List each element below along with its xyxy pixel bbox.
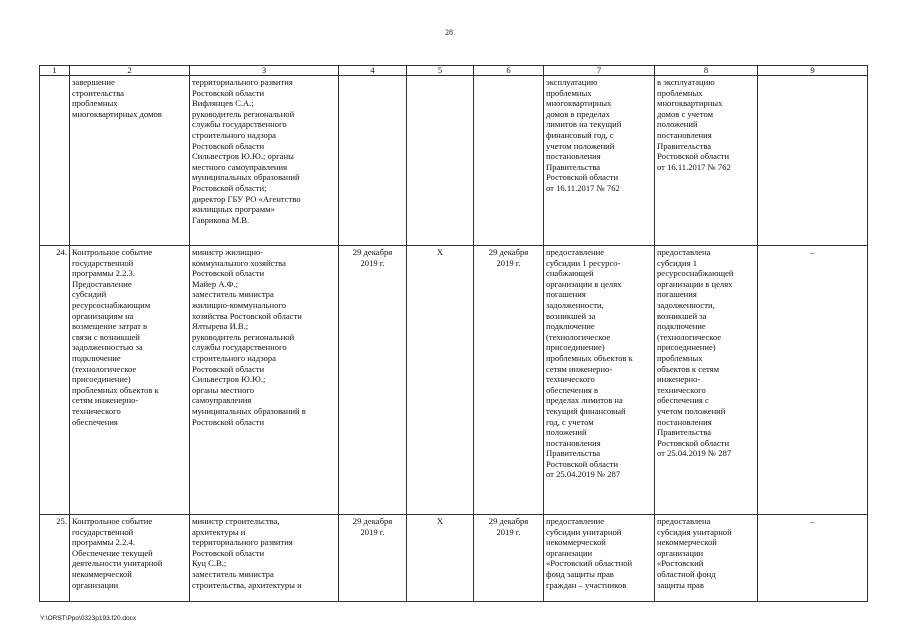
cell-text-line: задолженности, xyxy=(546,299,604,310)
cell-text-line: постановления xyxy=(546,437,601,448)
plan-date-cell xyxy=(339,76,407,246)
cell-text-line: заместитель министра xyxy=(192,289,274,300)
cell-text-line: 2019 г. xyxy=(360,257,385,268)
cell-text-line: территориального развития xyxy=(192,77,293,87)
cell-text-line: хозяйства Ростовской области xyxy=(192,310,302,321)
footer-file-path: Y:\ORST\Ppo\0323p193.f20.docx xyxy=(40,615,137,622)
cell-text-line: постановления xyxy=(657,416,712,427)
cell-text-line: субсидия унитарной xyxy=(657,526,732,537)
cell-text-line: заместитель министра xyxy=(192,568,274,579)
fact-date-cell xyxy=(474,76,544,246)
cell-text-line: Сильвестров Ю.Ю.; xyxy=(192,374,266,385)
cell-text-line: подключение xyxy=(657,321,706,332)
cell-text-line: Ростовской области xyxy=(192,363,265,374)
planned-result-cell xyxy=(544,76,655,246)
cell-text-line: 29 декабря xyxy=(352,247,393,257)
cell-text-line: задолженностью за xyxy=(72,342,143,353)
cell-text-line: муниципальных образований xyxy=(192,172,300,183)
cell-text-line: руководитель региональной xyxy=(192,331,295,342)
header-cell: 1 xyxy=(40,66,70,76)
cell-text-line: год, с учетом xyxy=(546,416,594,427)
table-row xyxy=(40,246,868,515)
x-cell xyxy=(407,76,474,246)
cell-text-line: жилищных программ» xyxy=(192,204,275,215)
cell-text-line: службы государственного xyxy=(192,119,287,130)
cell-text-line: 2019 г. xyxy=(496,526,521,537)
cell-text-line: 2019 г. xyxy=(360,526,385,537)
fact-date-cell xyxy=(474,246,544,515)
plan-date-cell xyxy=(339,246,407,515)
x-cell: X xyxy=(407,515,474,602)
event-name-cell xyxy=(70,246,190,515)
cell-text-line: защиты прав xyxy=(657,579,704,590)
cell-text-line: коммунального хозяйства xyxy=(192,257,286,268)
cell-text-line: Вифлянцев С.А.; xyxy=(192,98,254,109)
event-name-cell xyxy=(70,515,190,602)
cell-text-line: (технологическое xyxy=(72,363,137,374)
cell-text-line: Ростовской области xyxy=(192,268,265,279)
cell-text-line: эксплуатацию xyxy=(546,77,598,87)
cell-text-line: Правительства xyxy=(657,140,712,151)
cell-text-line: Ростовской области xyxy=(546,458,619,469)
notes-cell: – xyxy=(758,515,868,602)
planned-result-cell xyxy=(544,246,655,515)
table-row xyxy=(40,515,868,602)
cell-text-line: многоквартирных xyxy=(657,98,723,109)
cell-text-line: государственной xyxy=(72,257,134,268)
cell-text-line: возмещение затрат в xyxy=(72,321,148,332)
cell-text-line: субсидии 1 ресурсо- xyxy=(546,257,621,268)
cell-text-line: обеспечения с xyxy=(657,395,709,406)
cell-text-line: предоставлена xyxy=(657,247,711,257)
cell-text-line: Ростовской области xyxy=(192,547,265,558)
cell-text-line: программы 2.2.3. xyxy=(72,268,135,279)
cell-text-line: проблемных объектов к xyxy=(72,384,159,395)
cell-text-line: 29 декабря xyxy=(488,247,529,257)
actual-result-cell xyxy=(655,246,758,515)
cell-text-line: многоквартирных xyxy=(546,98,612,109)
cell-text-line: министр жилищно- xyxy=(192,247,264,257)
row-number-cell: 24. xyxy=(40,246,70,515)
header-cell: 7 xyxy=(544,66,655,76)
header-cell: 4 xyxy=(339,66,407,76)
cell-text-line: пределах лимитов на xyxy=(546,395,623,406)
event-name-cell xyxy=(70,76,190,246)
cell-text-line: присоединение) xyxy=(72,374,131,385)
cell-text-line: организации xyxy=(657,547,704,558)
page-number: 28 xyxy=(445,28,453,37)
cell-text-line: территориального развития xyxy=(192,537,293,548)
cell-text-line: жилищно-коммунального xyxy=(192,299,287,310)
cell-text-line: присоединение) xyxy=(546,342,605,353)
fact-date-cell xyxy=(474,515,544,602)
header-cell: 2 xyxy=(70,66,190,76)
cell-text-line: Правительства xyxy=(546,448,601,459)
cell-text-line: некоммерческой xyxy=(657,537,717,548)
cell-text-line: проблемных xyxy=(546,87,592,98)
cell-text-line: Ростовской области xyxy=(192,140,265,151)
header-row xyxy=(40,66,868,76)
cell-text-line: 2019 г. xyxy=(496,257,521,268)
cell-text-line: строительства, архитектуры и xyxy=(192,579,302,590)
cell-text-line: объектов к сетям xyxy=(657,363,720,374)
cell-text-line: Куц С.В.; xyxy=(192,558,227,569)
cell-text-line: технического xyxy=(657,384,706,395)
cell-text-line: домов в пределах xyxy=(546,108,610,119)
responsible-cell xyxy=(190,515,339,602)
cell-text-line: снабжающей xyxy=(546,268,594,279)
cell-text-line: Ростовской области xyxy=(657,151,730,162)
cell-text-line: государственной xyxy=(72,526,134,537)
cell-text-line: Гаврикова М.В. xyxy=(192,214,250,225)
cell-text-line: предоставление xyxy=(546,516,605,526)
cell-text-line: в эксплуатацию xyxy=(657,77,715,87)
header-cell: 3 xyxy=(190,66,339,76)
cell-text-line: организации xyxy=(546,547,593,558)
cell-text-line: министр строительства, xyxy=(192,516,280,526)
cell-text-line: Обеспечение текущей xyxy=(72,547,153,558)
cell-text-line: граждан – участников xyxy=(546,579,627,590)
cell-text-line: Сильвестров Ю.Ю.; органы xyxy=(192,151,294,162)
header-cell: 9 xyxy=(758,66,868,76)
cell-text-line: (технологическое xyxy=(657,331,722,342)
cell-text-line: от 25.04.2019 № 287 xyxy=(546,469,621,480)
cell-text-line: возникшей за xyxy=(546,310,596,321)
responsible-cell xyxy=(190,246,339,515)
cell-text-line: субсидия 1 xyxy=(657,257,698,268)
cell-text-line: местного самоуправления xyxy=(192,161,288,172)
cell-text-line: организации в целях xyxy=(546,278,622,289)
cell-text-line: технического xyxy=(546,374,595,385)
cell-text-line: текущий финансовый xyxy=(546,405,626,416)
cell-text-line: от 16.11.2017 № 762 xyxy=(657,161,731,172)
cell-text-line: подключение xyxy=(546,321,595,332)
cell-text-line: положений xyxy=(657,119,698,130)
cell-text-line: программы 2.2.4. xyxy=(72,537,135,548)
cell-text-line: от 16.11.2017 № 762 xyxy=(546,182,620,193)
cell-text-line: Ростовской области xyxy=(657,437,730,448)
cell-text-line: «Ростовский областной xyxy=(546,558,633,569)
table-row xyxy=(40,76,868,246)
cell-text-line: Ростовской области xyxy=(192,87,265,98)
cell-text-line: сетям инженерно- xyxy=(72,395,139,406)
cell-text-line: Ростовской области; xyxy=(192,182,267,193)
cell-text-line: положений xyxy=(546,427,587,438)
cell-text-line: присоединение) xyxy=(657,342,716,353)
control-events-table xyxy=(39,65,868,602)
row-number-cell xyxy=(40,76,70,246)
cell-text-line: строительства xyxy=(72,87,124,98)
cell-text-line: архитектуры и xyxy=(192,526,246,537)
cell-text-line: проблемных xyxy=(657,352,703,363)
cell-text-line: инженерно- xyxy=(657,374,701,385)
cell-text-line: некоммерческой xyxy=(546,537,606,548)
cell-text-line: субсидий xyxy=(72,289,107,300)
cell-text-line: Ростовской области xyxy=(192,416,265,427)
cell-text-line: технического xyxy=(72,405,121,416)
x-cell: X xyxy=(407,246,474,515)
cell-text-line: Майер А.Ф.; xyxy=(192,278,238,289)
cell-text-line: предоставление xyxy=(546,247,605,257)
cell-text-line: организациям на xyxy=(72,310,134,321)
cell-text-line: строительного надзора xyxy=(192,129,276,140)
cell-text-line: обеспечения в xyxy=(546,384,599,395)
cell-text-line: связи с возникшей xyxy=(72,331,140,342)
cell-text-line: сетям инженерно- xyxy=(546,363,613,374)
cell-text-line: домов с учетом xyxy=(657,108,714,119)
cell-text-line: постановления xyxy=(546,151,601,162)
cell-text-line: подключение xyxy=(72,352,121,363)
actual-result-cell xyxy=(655,76,758,246)
cell-text-line: 29 декабря xyxy=(488,516,529,526)
planned-result-cell xyxy=(544,515,655,602)
cell-text-line: (технологическое xyxy=(546,331,611,342)
cell-text-line: финансовый год, с xyxy=(546,129,614,140)
actual-result-cell xyxy=(655,515,758,602)
notes-cell xyxy=(758,76,868,246)
cell-text-line: возникшей за xyxy=(657,310,707,321)
header-cell: 6 xyxy=(474,66,544,76)
cell-text-line: постановления xyxy=(657,129,712,140)
cell-text-line: субсидии унитарной xyxy=(546,526,622,537)
cell-text-line: строительного надзора xyxy=(192,352,276,363)
cell-text-line: учетом положений xyxy=(546,140,615,151)
cell-text-line: органы местного xyxy=(192,384,254,395)
cell-text-line: фонд защиты прав xyxy=(546,568,614,579)
cell-text-line: Контрольное событие xyxy=(72,247,153,257)
cell-text-line: директор ГБУ РО «Агентство xyxy=(192,193,301,204)
cell-text-line: Правительства xyxy=(657,427,712,438)
cell-text-line: лимитов на текущий xyxy=(546,119,622,130)
header-cell: 5 xyxy=(407,66,474,76)
cell-text-line: организации xyxy=(72,579,119,590)
cell-text-line: погашения xyxy=(546,289,586,300)
cell-text-line: предоставлена xyxy=(657,516,711,526)
cell-text-line: муниципальных образований в xyxy=(192,405,306,416)
plan-date-cell xyxy=(339,515,407,602)
header-cell: 8 xyxy=(655,66,758,76)
cell-text-line: Контрольное событие xyxy=(72,516,153,526)
cell-text-line: проблемных объектов к xyxy=(546,352,633,363)
cell-text-line: организации в целях xyxy=(657,278,733,289)
row-number-cell: 25. xyxy=(40,515,70,602)
cell-text-line: областной фонд xyxy=(657,568,716,579)
cell-text-line: 29 декабря xyxy=(352,516,393,526)
cell-text-line: Ростовской области xyxy=(546,172,619,183)
cell-text-line: некоммерческой xyxy=(72,568,132,579)
cell-text-line: ресурсоснабжающей xyxy=(657,268,734,279)
cell-text-line: обеспечения xyxy=(72,416,118,427)
cell-text-line: от 25.04.2019 № 287 xyxy=(657,448,732,459)
cell-text-line: завершение xyxy=(72,77,115,87)
cell-text-line: учетом положений xyxy=(657,405,726,416)
cell-text-line: деятельности унитарной xyxy=(72,558,163,569)
notes-cell: – xyxy=(758,246,868,515)
cell-text-line: «Ростовский xyxy=(657,558,704,569)
cell-text-line: погашения xyxy=(657,289,697,300)
cell-text-line: многоквартирных домов xyxy=(72,108,162,119)
cell-text-line: задолженности, xyxy=(657,299,715,310)
cell-text-line: проблемных xyxy=(657,87,703,98)
responsible-cell xyxy=(190,76,339,246)
cell-text-line: ресурсоснабжающим xyxy=(72,299,151,310)
cell-text-line: руководитель региональной xyxy=(192,108,295,119)
cell-text-line: самоуправления xyxy=(192,395,252,406)
cell-text-line: Правительства xyxy=(546,161,601,172)
cell-text-line: службы государственного xyxy=(192,342,287,353)
cell-text-line: проблемных xyxy=(72,98,118,109)
cell-text-line: Ялтырева И.В.; xyxy=(192,321,249,332)
cell-text-line: Предоставление xyxy=(72,278,132,289)
